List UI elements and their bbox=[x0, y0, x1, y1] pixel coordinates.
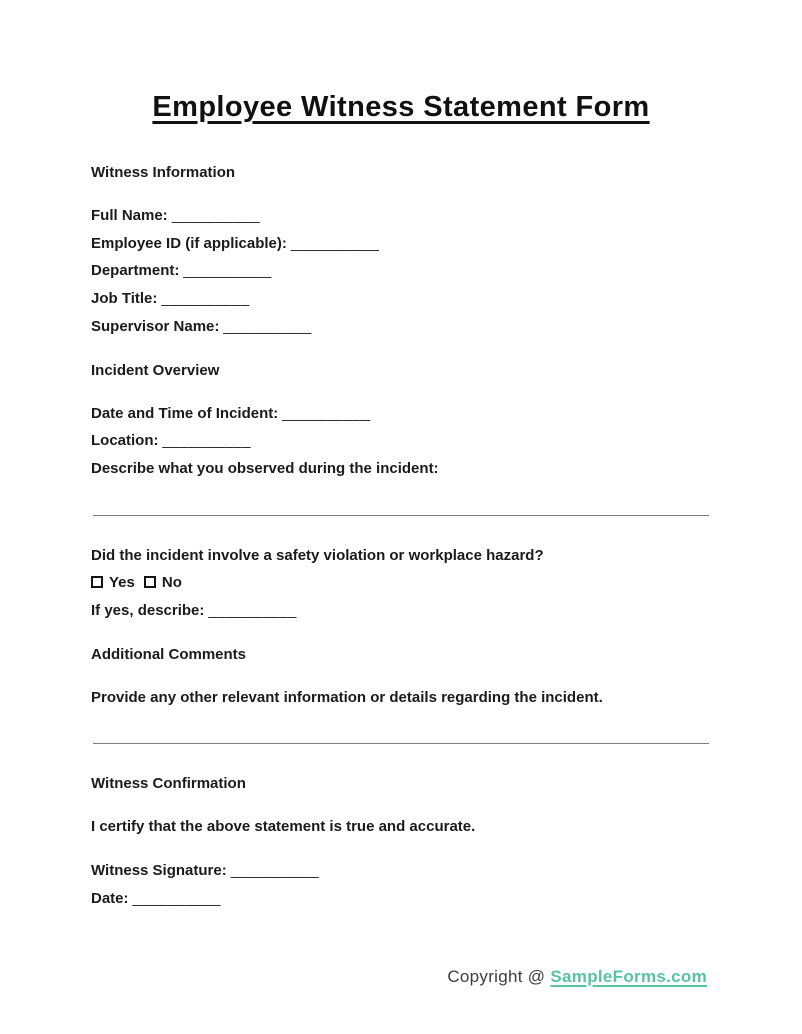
section-heading-additional-comments: Additional Comments bbox=[91, 645, 247, 663]
yes-label: Yes bbox=[109, 574, 135, 592]
describe-observed-prompt: Describe what you observed during the incident: bbox=[91, 459, 439, 477]
section-heading-witness-information: Witness Information bbox=[91, 164, 236, 181]
copyright-text: Copyright @ bbox=[447, 966, 551, 986]
field-label: Employee ID (if applicable): bbox=[91, 234, 287, 252]
safety-violation-question: Did the incident involve a safety violation or workplace hazard? bbox=[91, 546, 544, 564]
section-heading-incident-overview: Incident Overview bbox=[91, 361, 220, 379]
field-date-time-of-incident bbox=[91, 400, 711, 428]
yes-no-row bbox=[91, 569, 711, 597]
field-label: Job Title: bbox=[91, 290, 158, 308]
no-checkbox-icon bbox=[144, 576, 156, 588]
field-supervisor-name bbox=[91, 313, 711, 341]
no-label: No bbox=[161, 574, 182, 592]
signature-fields bbox=[91, 857, 711, 912]
blank-line: __________ bbox=[171, 207, 261, 224]
page-title: Employee Witness Statement Form bbox=[152, 91, 650, 123]
blank-line: __________ bbox=[290, 234, 380, 252]
blank-line: __________ bbox=[183, 262, 272, 280]
field-label: Location: bbox=[91, 432, 159, 450]
certify-statement-block bbox=[91, 813, 711, 841]
field-label: If yes, describe: bbox=[91, 602, 205, 620]
field-employee-id bbox=[91, 230, 711, 258]
field-full-name bbox=[91, 202, 711, 230]
additional-comments-prompt: Provide any other relevant information or details regarding the incident. bbox=[91, 688, 603, 706]
additional-comments-block bbox=[91, 684, 711, 712]
field-label: Witness Signature: bbox=[91, 862, 227, 880]
field-label: Date and Time of Incident: bbox=[91, 404, 279, 422]
response-writing-line bbox=[93, 727, 709, 744]
field-label: Full Name: bbox=[91, 207, 168, 224]
field-witness-signature bbox=[91, 857, 711, 885]
field-if-yes-describe bbox=[91, 597, 711, 625]
footer bbox=[91, 965, 711, 989]
blank-line: __________ bbox=[282, 404, 371, 422]
field-label: Supervisor Name: bbox=[91, 317, 220, 335]
blank-line: __________ bbox=[230, 862, 320, 880]
field-date bbox=[91, 885, 711, 913]
blank-line: __________ bbox=[161, 290, 250, 308]
response-writing-line bbox=[93, 499, 709, 516]
incident-overview-fields bbox=[91, 400, 711, 483]
field-job-title bbox=[91, 285, 711, 313]
certify-statement: I certify that the above statement is true and accurate. bbox=[91, 818, 476, 836]
blank-line: __________ bbox=[162, 432, 251, 450]
blank-line: __________ bbox=[223, 317, 312, 335]
blank-line: __________ bbox=[132, 889, 221, 907]
blank-line: __________ bbox=[208, 602, 297, 620]
safety-question-block bbox=[91, 542, 711, 625]
yes-checkbox-icon bbox=[91, 576, 103, 588]
section-heading-witness-confirmation: Witness Confirmation bbox=[91, 775, 246, 793]
sampleforms-link[interactable]: SampleForms.com bbox=[550, 966, 707, 986]
field-department bbox=[91, 257, 711, 285]
witness-info-fields bbox=[91, 202, 711, 341]
field-location bbox=[91, 427, 711, 455]
field-label: Department: bbox=[91, 262, 180, 280]
field-label: Date: bbox=[91, 889, 129, 907]
